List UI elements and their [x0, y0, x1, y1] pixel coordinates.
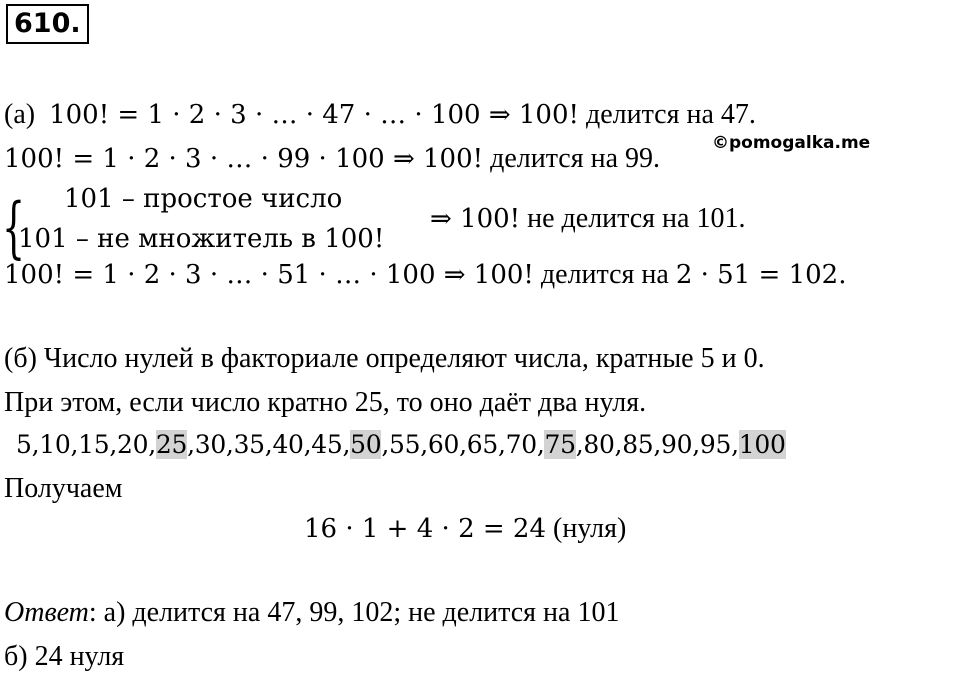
sequence-number: , [187, 430, 195, 459]
sequence-number: 5, [16, 430, 40, 459]
highlighted-number: 25 [155, 430, 188, 459]
answer-line-1 [4, 596, 619, 630]
sequence-number: 60, [427, 430, 467, 459]
sequence-number: 40, [272, 430, 312, 459]
line-2-math: 100! = 1 · 2 · 3 · … · 99 · 100 ⇒ 100! [4, 144, 484, 174]
line-4-math: 100! = 1 · 2 · 3 · … · 51 · … · 100 ⇒ 100! [4, 260, 534, 290]
part-a-line-2 [4, 142, 660, 176]
part-b-line-3: Получаем [4, 473, 123, 504]
formula-math: 16 · 1 + 4 · 2 = 24 [304, 514, 547, 544]
highlighted-number: 75 [544, 430, 576, 459]
result-formula [304, 512, 626, 546]
sequence-number: 10, [39, 430, 79, 459]
sequence-number: 70, [505, 430, 545, 459]
line-4-math-2: 2 · 51 = 102. [675, 260, 847, 290]
answer-text-1: : а) делится на 47, 99, 102; не делится на 101 [88, 597, 620, 628]
system-result-math: ⇒ 100! [430, 204, 521, 234]
sequence-number: 65, [466, 430, 506, 459]
sequence-number: , [381, 430, 390, 459]
formula-note: (нуля) [553, 513, 627, 544]
sequence-number: 30, [194, 430, 234, 459]
part-a-line-1 [4, 98, 756, 132]
system-result-text: не делится на 101. [527, 203, 746, 234]
system-line-1: 101 – простое число [64, 184, 343, 214]
sequence-number: 55, [389, 430, 428, 459]
line-2-text: делится на 99. [490, 143, 661, 174]
problem-number: 610. [6, 4, 89, 44]
system-brace: { [2, 189, 26, 266]
line-1-text: делится на 47. [585, 99, 756, 130]
part-a-label: (а) [4, 99, 36, 130]
highlighted-number: 100 [738, 430, 786, 459]
sequence-number: 45, [311, 430, 351, 459]
part-a-line-4 [4, 258, 846, 292]
part-b-line-2: При этом, если число кратно 25, то оно даёт два нуля. [4, 387, 647, 418]
answer-label: Ответ [4, 597, 89, 628]
sequence-number: 35, [233, 430, 273, 459]
system-result [430, 202, 745, 236]
system-line-2: 101 – не множитель в 100! [18, 224, 385, 254]
line-4-text: делится на [540, 259, 669, 290]
line-1-math: 100! = 1 · 2 · 3 · … · 47 · … · 100 ⇒ 100! [49, 100, 579, 130]
sequence-number: 20, [116, 430, 156, 459]
highlighted-number: 50 [350, 430, 382, 459]
sequence-number: ,80,85,90,95, [575, 430, 739, 459]
multiples-sequence [16, 428, 786, 462]
watermark: ©pomogalka.me [712, 133, 871, 153]
answer-line-2: б) 24 нуля [4, 641, 125, 672]
part-b-line-1: (б) Число нулей в факториале определяют числа, кратные 5 и 0. [4, 343, 765, 374]
sequence-number: 15, [78, 430, 117, 459]
